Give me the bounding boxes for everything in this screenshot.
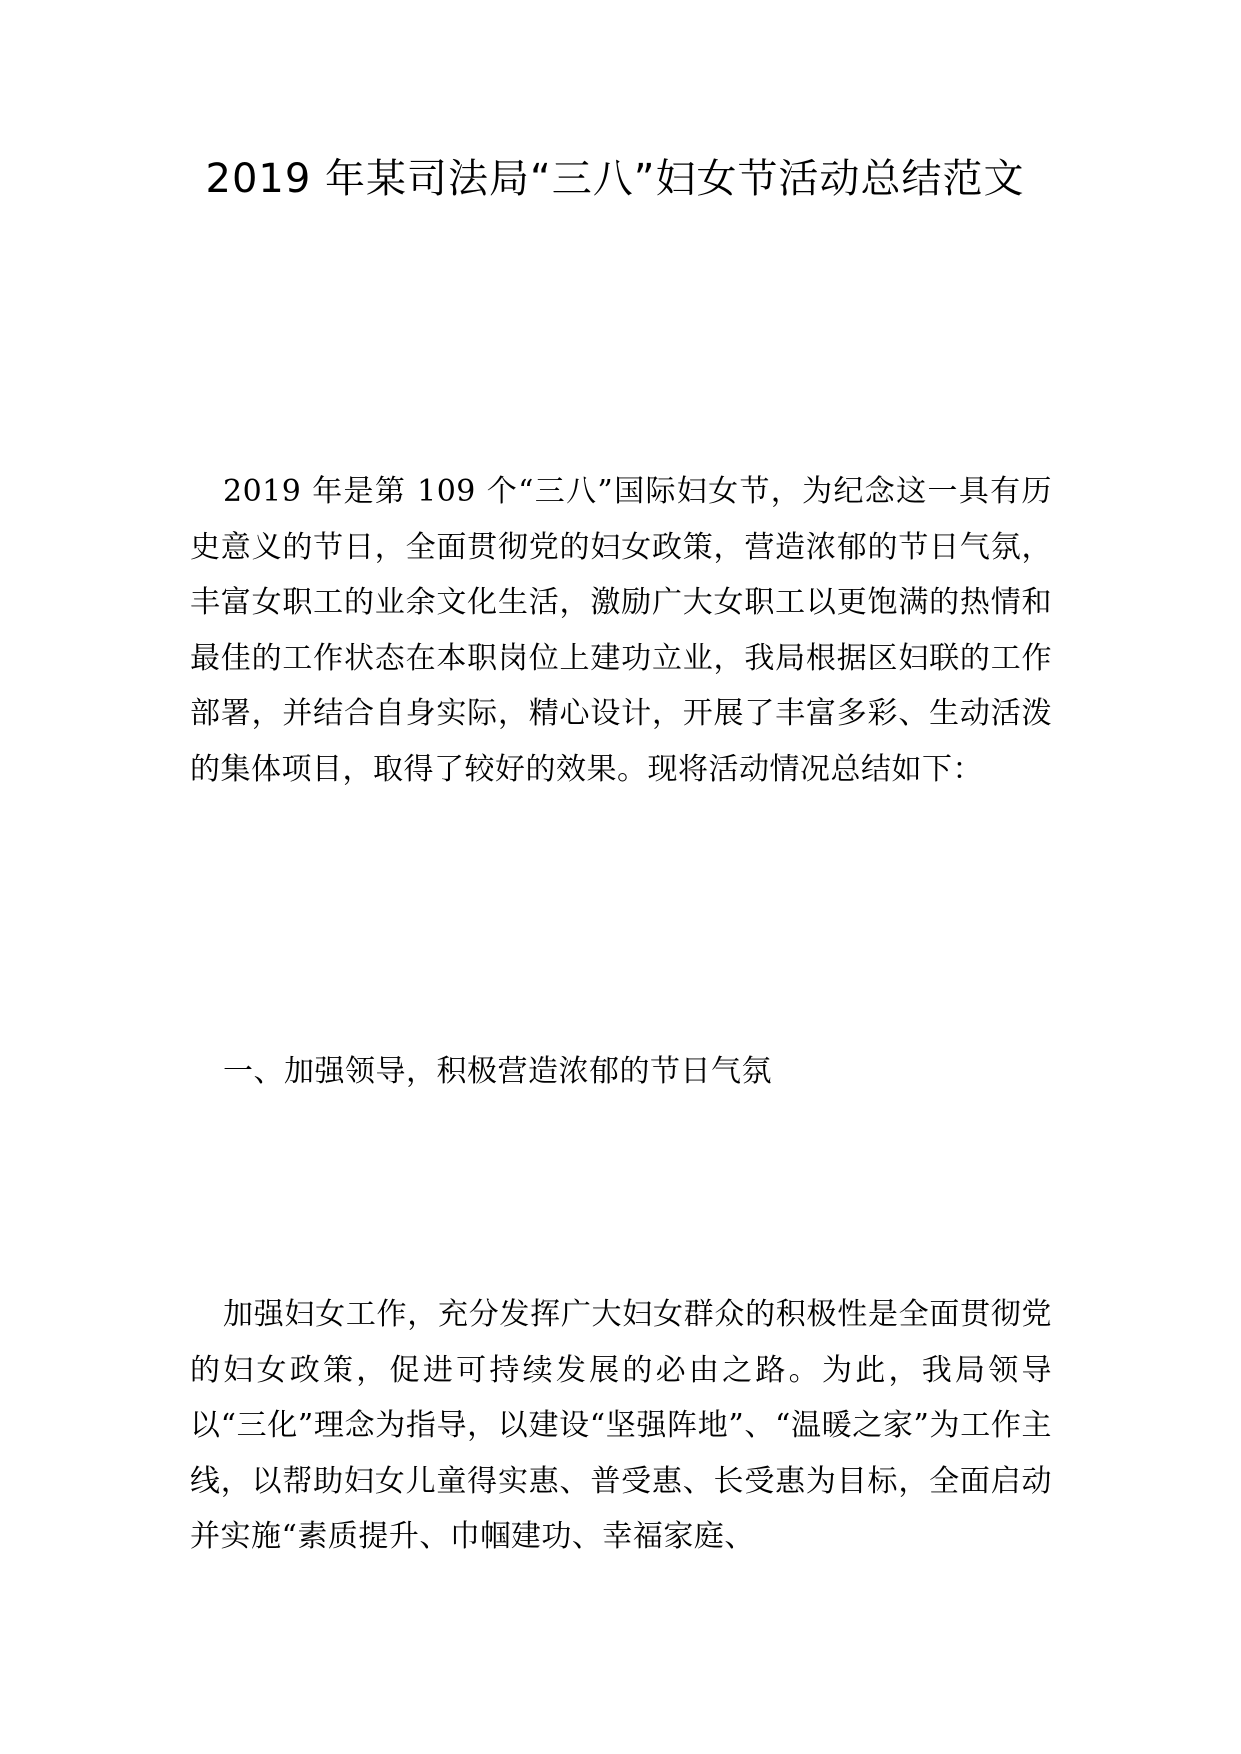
body-paragraph: 加强妇女工作，充分发挥广大妇女群众的积极性是全面贯彻党的妇女政策，促进可持续发展的必由之路。为此，我局领导以“三化”理念为指导，以建设“坚强阵地”、“温暖之家”为工作主线，以帮助妇女儿童得实惠、普受惠、长受惠为目标，全面启动并实施“素质提升、巾帼建功、幸福家庭、	[190, 1297, 1052, 1555]
section-heading: 一、加强领导，积极营造浓郁的节日气氛	[223, 1054, 772, 1089]
intro-paragraph: 2019 年是第 109 个“三八”国际妇女节，为纪念这一具有历史意义的节日，全面贯彻党的妇女政策，营造浓郁的节日气氛，丰富女职工的业余文化生活，激励广大女职工以更饱满的热情和最佳的工作状态在本职岗位上建功立业，我局根据区妇联的工作部署，并结合自身实际，精心设计，开展了丰富多彩、生动活泼的集体项目，取得了较好的效果。现将活动情况总结如下：	[190, 474, 1052, 787]
document-title: 2019 年某司法局“三八”妇女节活动总结范文	[205, 156, 1025, 202]
